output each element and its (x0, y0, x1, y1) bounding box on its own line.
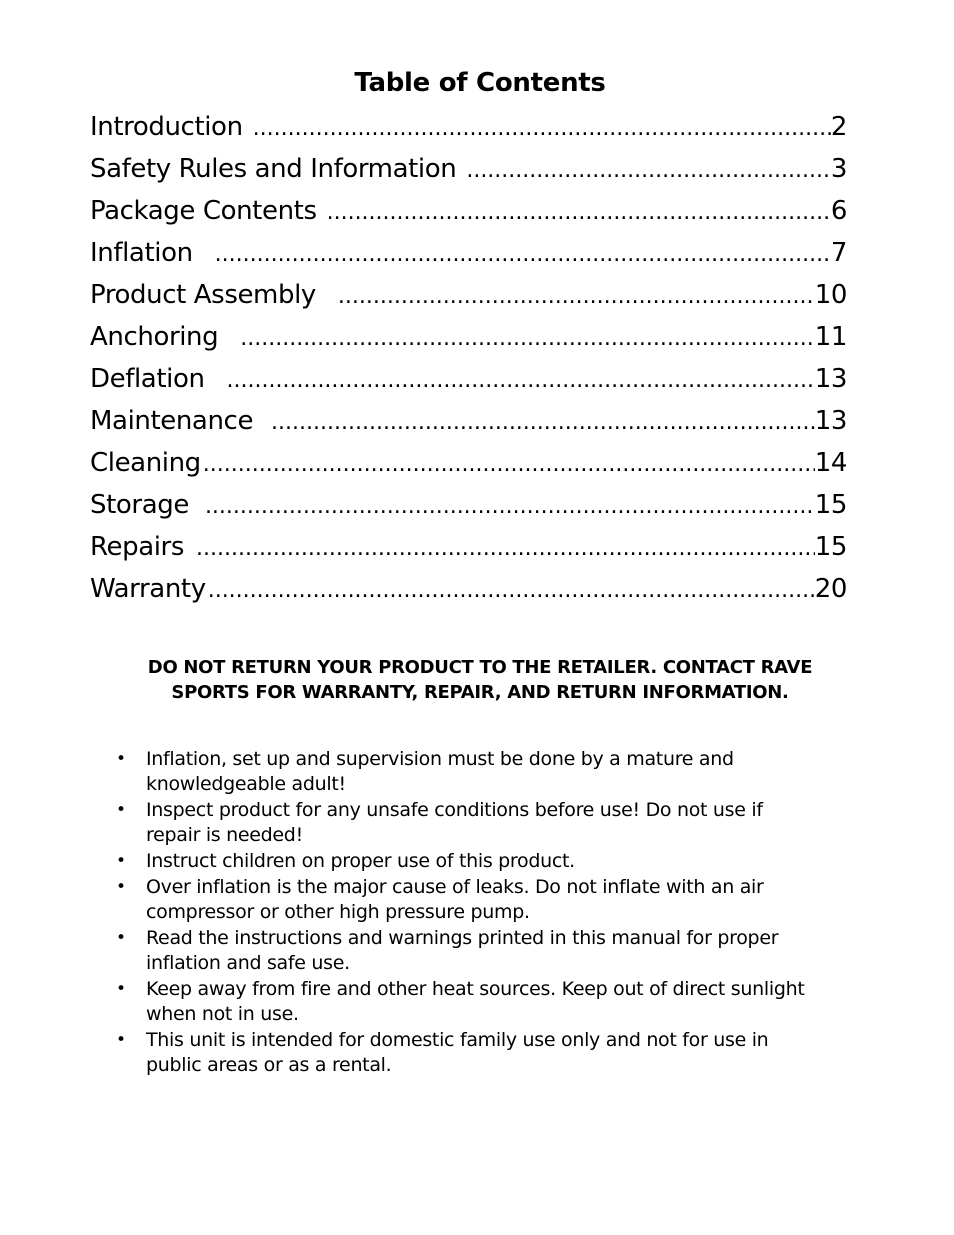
list-item (116, 849, 876, 874)
toc-entry-label: Deflation (90, 364, 205, 394)
toc-entry-page: 10 (814, 280, 847, 310)
list-item (116, 977, 876, 1027)
toc-entry-page: 11 (814, 322, 847, 352)
list-item-text: This unit is intended for domestic family use only and not for use in (146, 1029, 769, 1051)
toc-entry-label: Anchoring (90, 322, 219, 352)
toc-entry-page: 13 (814, 364, 847, 394)
list-item-text: Inflation, set up and supervision must be done by a mature and (146, 748, 734, 770)
return-notice (90, 655, 870, 705)
page-title: Table of Contents (354, 68, 606, 98)
toc-dot-leader (338, 276, 815, 318)
toc-dot-leader (205, 486, 815, 528)
toc-entry-cleaning (90, 442, 847, 484)
toc-entry-safety-rules (90, 148, 847, 190)
bullet-icon: • (116, 800, 126, 820)
toc-entry-deflation (90, 358, 847, 400)
list-item-text: Over inflation is the major cause of leaks. Do not inflate with an air (146, 876, 764, 898)
toc-entry-page: 2 (830, 112, 847, 142)
return-notice-line: SPORTS FOR WARRANTY, REPAIR, AND RETURN INFORMATION. (171, 682, 789, 703)
bullet-icon: • (116, 877, 126, 897)
list-item-text: compressor or other high pressure pump. (146, 901, 530, 923)
toc-entry-warranty (90, 568, 847, 610)
toc-entry-inflation (90, 232, 847, 274)
list-item-text: when not in use. (146, 1003, 299, 1025)
toc-dot-leader (271, 402, 815, 444)
toc-entry-label: Warranty (90, 574, 206, 604)
bullet-icon: • (116, 1030, 126, 1050)
toc-entry-label: Inflation (90, 238, 193, 268)
toc-entry-page: 15 (814, 490, 847, 520)
toc-dot-leader (227, 360, 815, 402)
toc-entry-introduction (90, 106, 847, 148)
bullet-icon: • (116, 749, 126, 769)
list-item (116, 875, 876, 925)
toc-entry-label: Repairs (90, 532, 184, 562)
toc-entry-repairs (90, 526, 847, 568)
toc-entry-package-contents (90, 190, 847, 232)
list-item-text: Keep away from fire and other heat sources. Keep out of direct sunlight (146, 978, 805, 1000)
toc-entry-label: Introduction (90, 112, 243, 142)
toc-dot-leader (253, 108, 831, 150)
table-of-contents (90, 106, 847, 610)
toc-entry-page: 3 (830, 154, 847, 184)
toc-entry-maintenance (90, 400, 847, 442)
list-item (116, 926, 876, 976)
toc-entry-label: Cleaning (90, 448, 201, 478)
toc-entry-label: Package Contents (90, 196, 317, 226)
toc-entry-page: 20 (814, 574, 847, 604)
toc-entry-page: 6 (830, 196, 847, 226)
list-item-text: Inspect product for any unsafe conditions before use! Do not use if (146, 799, 763, 821)
toc-dot-leader (466, 150, 831, 192)
toc-entry-product-assembly (90, 274, 847, 316)
toc-dot-leader (196, 528, 815, 570)
list-item-text: repair is needed! (146, 824, 303, 846)
toc-dot-leader (240, 318, 814, 360)
toc-entry-label: Product Assembly (90, 280, 316, 310)
toc-entry-page: 15 (814, 532, 847, 562)
bullet-icon: • (116, 928, 126, 948)
toc-entry-storage (90, 484, 847, 526)
toc-dot-leader (203, 444, 815, 486)
toc-entry-anchoring (90, 316, 847, 358)
list-item (116, 1028, 876, 1078)
toc-dot-leader (215, 234, 831, 276)
toc-entry-label: Storage (90, 490, 189, 520)
toc-entry-label: Maintenance (90, 406, 254, 436)
list-item-text: Instruct children on proper use of this product. (146, 850, 575, 872)
toc-entry-page: 13 (814, 406, 847, 436)
safety-bullet-list (116, 747, 876, 1079)
bullet-icon: • (116, 851, 126, 871)
list-item (116, 798, 876, 848)
list-item-text: public areas or as a rental. (146, 1054, 392, 1076)
toc-dot-leader (208, 570, 815, 612)
list-item-text: Read the instructions and warnings printed in this manual for proper (146, 927, 779, 949)
list-item-text: inflation and safe use. (146, 952, 350, 974)
bullet-icon: • (116, 979, 126, 999)
toc-entry-page: 7 (830, 238, 847, 268)
list-item (116, 747, 876, 797)
toc-entry-label: Safety Rules and Information (90, 154, 457, 184)
toc-entry-page: 14 (814, 448, 847, 478)
return-notice-line: DO NOT RETURN YOUR PRODUCT TO THE RETAILER. CONTACT RAVE (147, 657, 813, 678)
toc-dot-leader (327, 192, 831, 234)
list-item-text: knowledgeable adult! (146, 773, 346, 795)
